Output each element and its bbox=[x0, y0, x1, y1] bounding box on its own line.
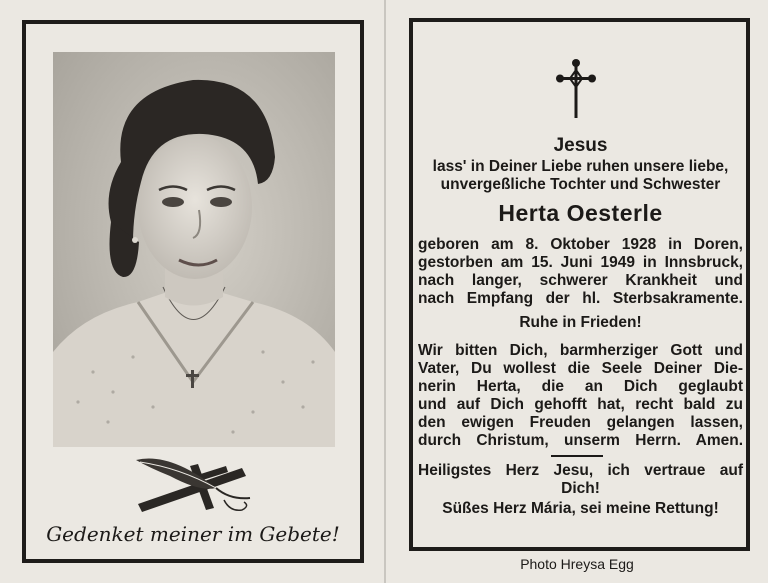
heading-jesus: Jesus bbox=[553, 135, 608, 156]
life-line-4: nach Empfang der hl. Sterbsakramente. bbox=[418, 290, 743, 307]
heart-maria-line: Süßes Herz Mária, sei meine Rettung! bbox=[442, 500, 719, 517]
life-line-1: geboren am 8. Oktober 1928 in Doren, bbox=[418, 236, 743, 253]
prayer-line-3: nerin Herta, die an Dich geglaubt bbox=[418, 378, 743, 395]
cross-icon bbox=[556, 58, 596, 120]
prayer-line-6: durch Christum, unserm Herrn. Amen. bbox=[418, 432, 743, 449]
divider-rule bbox=[551, 455, 603, 457]
intro-line-2: unvergeßliche Tochter und Schwester bbox=[440, 176, 721, 193]
prayer-line-1: Wir bitten Dich, barmherziger Gott und bbox=[418, 342, 743, 359]
photo-credit: Photo Hreysa Egg bbox=[520, 556, 634, 572]
prayer-line-4: und auf Dich gehofft hat, recht bald zu bbox=[418, 396, 743, 413]
prayer-line-5: den ewigen Freuden gelangen lassen, bbox=[418, 414, 743, 431]
portrait-photo bbox=[53, 52, 335, 447]
life-line-3: nach langer, schwerer Krankheit und bbox=[418, 272, 743, 289]
rest-in-peace: Ruhe in Frieden! bbox=[519, 314, 642, 331]
right-card bbox=[386, 0, 768, 583]
quill-cross-emblem bbox=[130, 452, 255, 518]
heart-jesus-line-2: Dich! bbox=[561, 480, 600, 497]
life-line-2: gestorben am 15. Juni 1949 in Innsbruck, bbox=[418, 254, 743, 271]
portrait-illustration bbox=[53, 52, 335, 447]
intro-line-1: lass' in Deiner Liebe ruhen unsere liebe, bbox=[432, 158, 729, 175]
deceased-name: Herta Oesterle bbox=[498, 200, 663, 226]
prayer-line-2: Vater, Du wollest die Seele Deiner Die- bbox=[418, 360, 743, 377]
remembrance-caption: Gedenket meiner im Gebete! bbox=[46, 522, 340, 546]
heart-jesus-line-1: Heiligstes Herz Jesu, ich vertraue auf bbox=[418, 462, 743, 479]
